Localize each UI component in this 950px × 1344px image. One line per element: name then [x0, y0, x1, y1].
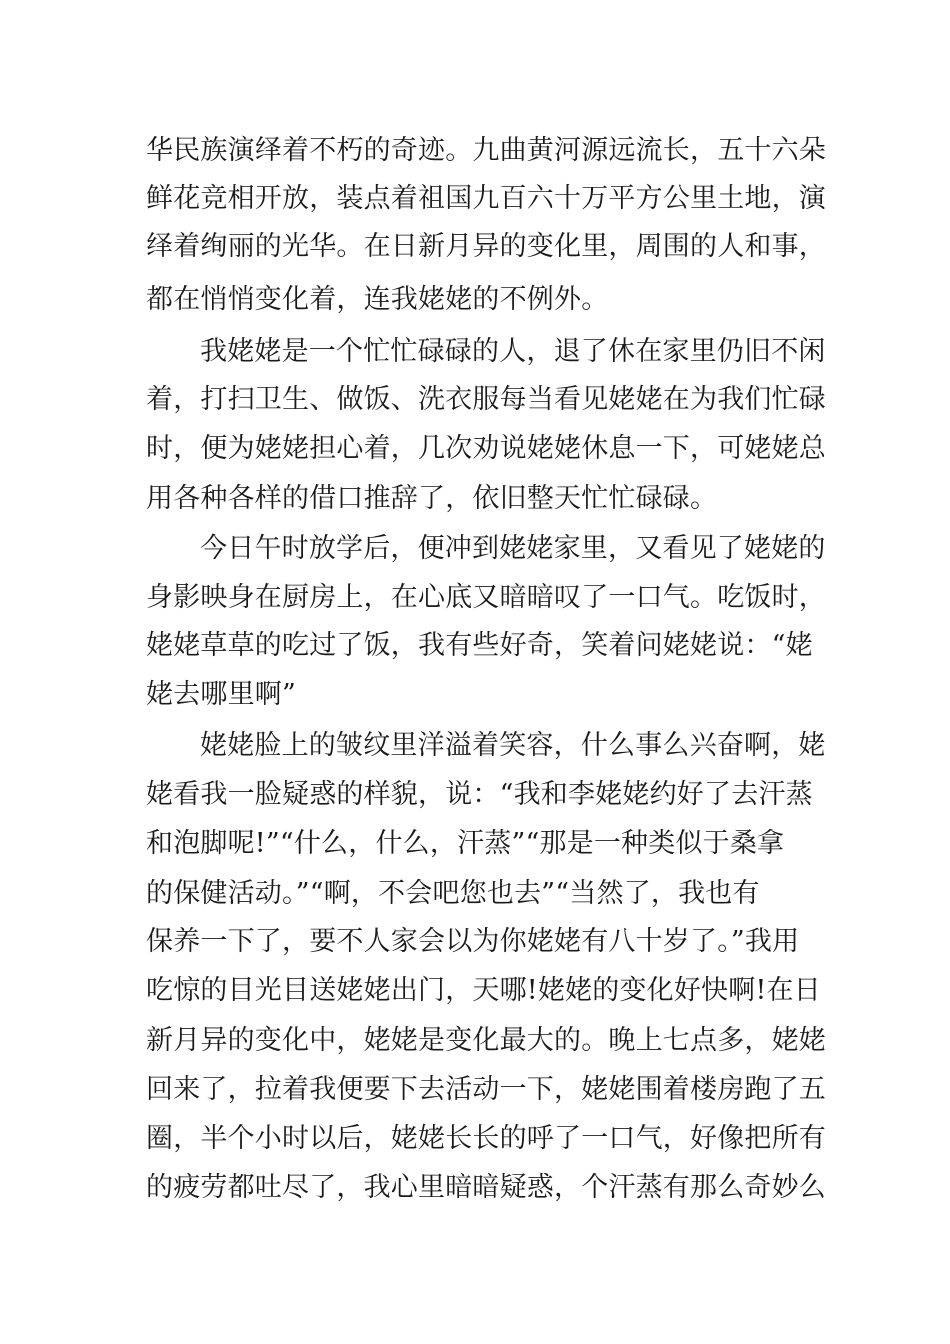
text-line: 保养一下了，要不人家会以为你姥姥有八十岁了。”我用: [146, 926, 800, 957]
text-line: 姥去哪里啊”: [146, 679, 297, 710]
text-line: 和泡脚呢!”“什么，什么，汗蒸”“那是一种类似于桑拿: [146, 828, 785, 859]
text-line: 时，便为姥姥担心着，几次劝说姥姥休息一下，可姥姥总: [146, 433, 826, 464]
paragraph-first-line: 今日午时放学后，便冲到姥姥家里，又看见了姥姥的: [200, 533, 826, 564]
text-line: 姥看我一脸疑惑的样貌，说：“我和李姥姥约好了去汗蒸: [146, 779, 813, 810]
text-line: 都在悄悄变化着，连我姥姥的不例外。: [146, 284, 609, 315]
text-line: 绎着绚丽的光华。在日新月异的变化里，周围的人和事，: [146, 231, 826, 262]
text-line: 着，打扫卫生、做饭、洗衣服每当看见姥姥在为我们忙碌: [146, 384, 826, 415]
text-line: 鲜花竞相开放，装点着祖国九百六十万平方公里土地，演: [146, 183, 826, 214]
paragraph-first-line: 姥姥脸上的皱纹里洋溢着笑容，什么事么兴奋啊，姥: [200, 730, 826, 761]
text-line: 圈，半个小时以后，姥姥长长的呼了一口气，好像把所有: [146, 1123, 826, 1154]
text-line: 吃惊的目光目送姥姥出门，天哪!姥姥的变化好快啊!在日: [146, 975, 821, 1006]
text-line: 新月异的变化中，姥姥是变化最大的。晚上七点多，姥姥: [146, 1025, 826, 1056]
text-line: 用各种各样的借口推辞了，依旧整天忙忙碌碌。: [146, 483, 718, 514]
text-line: 身影映身在厨房上，在心底又暗暗叹了一口气。吃饭时，: [146, 582, 826, 613]
paragraph-first-line: 我姥姥是一个忙忙碌碌的人，退了休在家里仍旧不闲: [200, 336, 826, 367]
text-line: 的保健活动。”“啊，不会吧您也去”“当然了，我也有: [146, 878, 760, 909]
text-line: 的疲劳都吐尽了，我心里暗暗疑惑，个汗蒸有那么奇妙么: [146, 1172, 826, 1203]
text-line: 姥姥草草的吃过了饭，我有些好奇，笑着问姥姥说：“姥: [146, 630, 813, 661]
text-line: 回来了，拉着我便要下去活动一下，姥姥围着楼房跑了五: [146, 1074, 826, 1105]
text-line: 华民族演绎着不朽的奇迹。九曲黄河源远流长，五十六朵: [146, 135, 826, 166]
